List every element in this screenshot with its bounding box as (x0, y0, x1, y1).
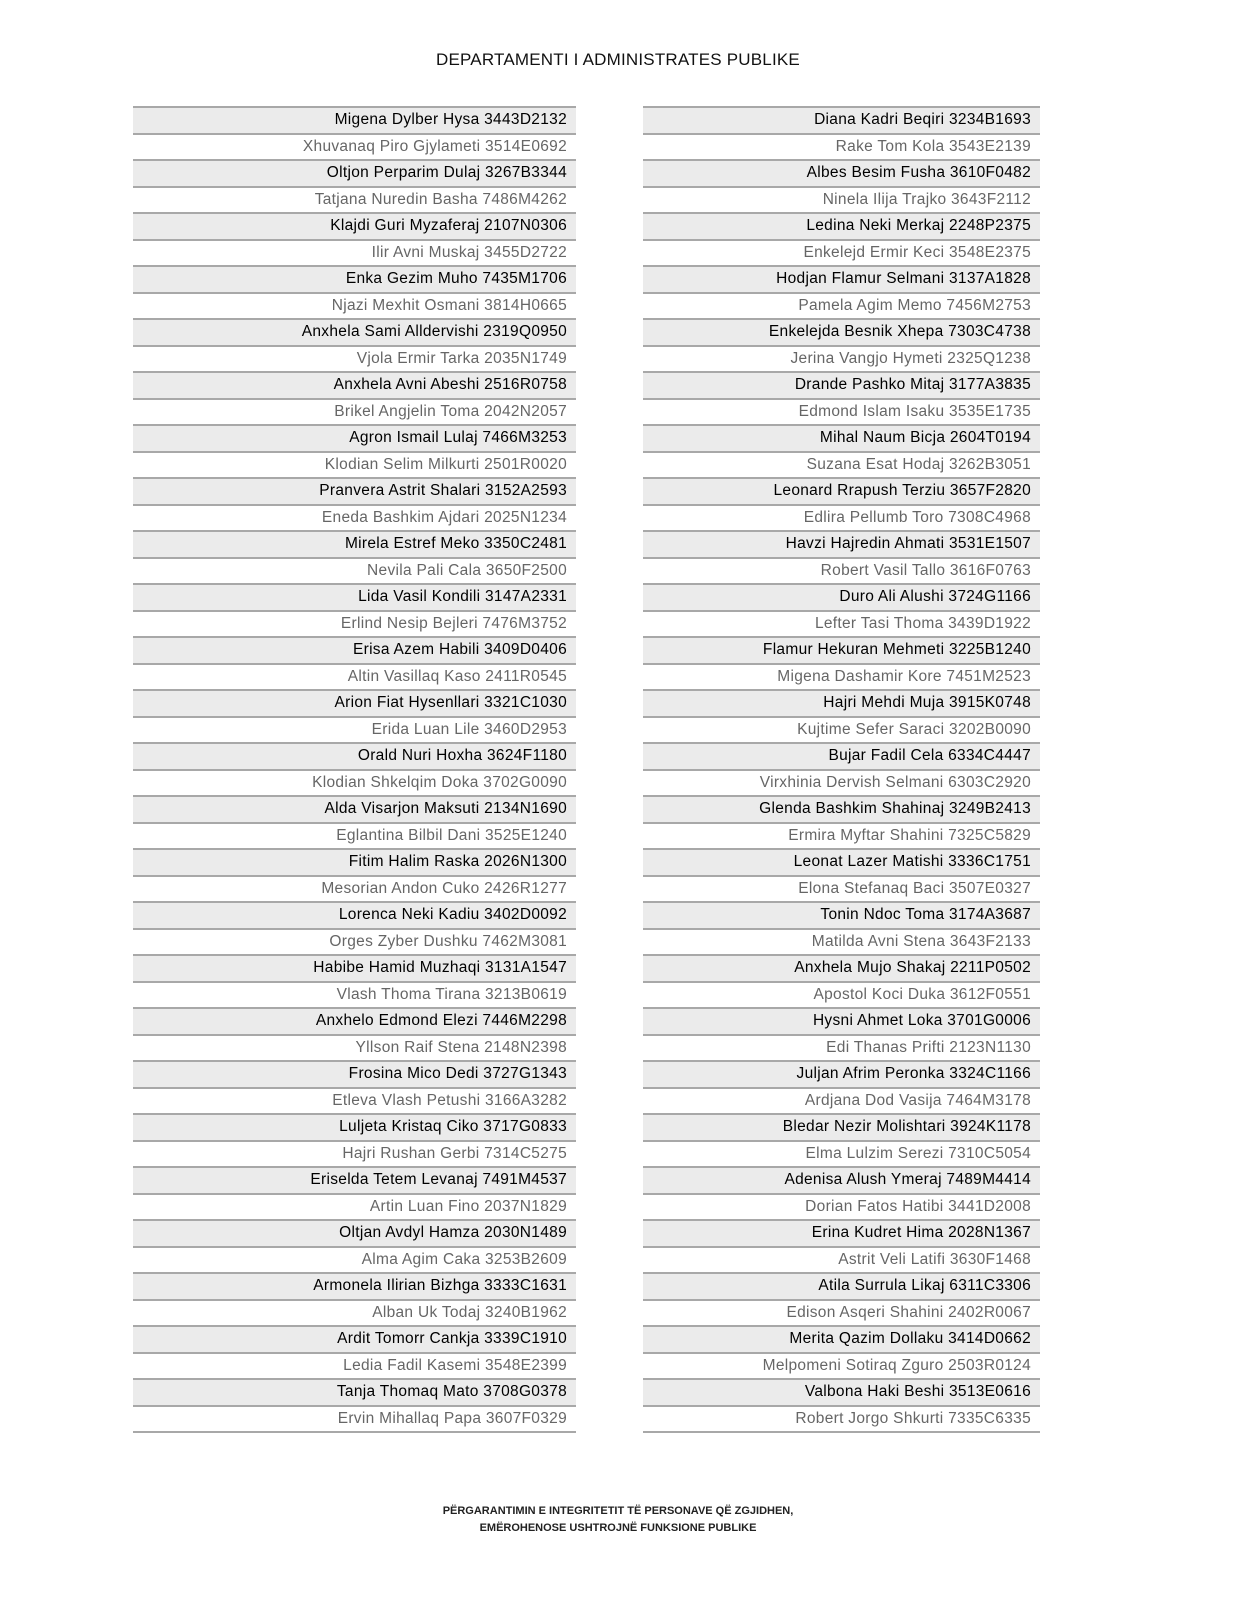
list-item: Alban Uk Todaj 3240B1962 (133, 1301, 576, 1328)
list-item: Bujar Fadil Cela 6334C4447 (643, 744, 1040, 771)
list-item: Ardit Tomorr Cankja 3339C1910 (133, 1327, 576, 1354)
list-item: Klodian Selim Milkurti 2501R0020 (133, 453, 576, 480)
list-item: Erina Kudret Hima 2028N1367 (643, 1221, 1040, 1248)
list-item: Melpomeni Sotiraq Zguro 2503R0124 (643, 1354, 1040, 1381)
list-item: Fitim Halim Raska 2026N1300 (133, 850, 576, 877)
list-item: Leonat Lazer Matishi 3336C1751 (643, 850, 1040, 877)
list-item: Edi Thanas Prifti 2123N1130 (643, 1036, 1040, 1063)
list-item: Ledia Fadil Kasemi 3548E2399 (133, 1354, 576, 1381)
list-item: Vlash Thoma Tirana 3213B0619 (133, 983, 576, 1010)
list-item: Oltjon Perparim Dulaj 3267B3344 (133, 161, 576, 188)
list-item: Kujtime Sefer Saraci 3202B0090 (643, 718, 1040, 745)
list-item: Elma Lulzim Serezi 7310C5054 (643, 1142, 1040, 1169)
list-item: Mirela Estref Meko 3350C2481 (133, 532, 576, 559)
list-item: Arion Fiat Hysenllari 3321C1030 (133, 691, 576, 718)
list-item: Hodjan Flamur Selmani 3137A1828 (643, 267, 1040, 294)
list-item: Edmond Islam Isaku 3535E1735 (643, 400, 1040, 427)
list-item: Oltjan Avdyl Hamza 2030N1489 (133, 1221, 576, 1248)
list-item: Enkelejda Besnik Xhepa 7303C4738 (643, 320, 1040, 347)
list-item: Atila Surrula Likaj 6311C3306 (643, 1274, 1040, 1301)
list-item: Migena Dylber Hysa 3443D2132 (133, 108, 576, 135)
list-item: Drande Pashko Mitaj 3177A3835 (643, 373, 1040, 400)
list-item: Robert Jorgo Shkurti 7335C6335 (643, 1407, 1040, 1434)
list-item: Habibe Hamid Muzhaqi 3131A1547 (133, 956, 576, 983)
list-item: Duro Ali Alushi 3724G1166 (643, 585, 1040, 612)
list-item: Njazi Mexhit Osmani 3814H0665 (133, 294, 576, 321)
list-item: Adenisa Alush Ymeraj 7489M4414 (643, 1168, 1040, 1195)
list-item: Orald Nuri Hoxha 3624F1180 (133, 744, 576, 771)
footer (0, 1503, 1236, 1537)
list-item: Dorian Fatos Hatibi 3441D2008 (643, 1195, 1040, 1222)
list-item: Diana Kadri Beqiri 3234B1693 (643, 108, 1040, 135)
list-item: Lida Vasil Kondili 3147A2331 (133, 585, 576, 612)
list-item: Ardjana Dod Vasija 7464M3178 (643, 1089, 1040, 1116)
list-item: Mihal Naum Bicja 2604T0194 (643, 426, 1040, 453)
list-item: Migena Dashamir Kore 7451M2523 (643, 665, 1040, 692)
list-item: Frosina Mico Dedi 3727G1343 (133, 1062, 576, 1089)
list-item: Hajri Rushan Gerbi 7314C5275 (133, 1142, 576, 1169)
list-item: Bledar Nezir Molishtari 3924K1178 (643, 1115, 1040, 1142)
list-item: Hajri Mehdi Muja 3915K0748 (643, 691, 1040, 718)
list-item: Alma Agim Caka 3253B2609 (133, 1248, 576, 1275)
page-title: DEPARTAMENTI I ADMINISTRATES PUBLIKE (436, 50, 800, 69)
list-item: Jerina Vangjo Hymeti 2325Q1238 (643, 347, 1040, 374)
list-item: Erida Luan Lile 3460D2953 (133, 718, 576, 745)
list-item: Flamur Hekuran Mehmeti 3225B1240 (643, 638, 1040, 665)
list-item: Anxhela Mujo Shakaj 2211P0502 (643, 956, 1040, 983)
footer-line-2: EMËROHENOSE USHTROJNË FUNKSIONE PUBLIKE (479, 1522, 757, 1534)
list-item: Tatjana Nuredin Basha 7486M4262 (133, 188, 576, 215)
list-item: Albes Besim Fusha 3610F0482 (643, 161, 1040, 188)
list-item: Etleva Vlash Petushi 3166A3282 (133, 1089, 576, 1116)
list-item: Lorenca Neki Kadiu 3402D0092 (133, 903, 576, 930)
list-item: Eglantina Bilbil Dani 3525E1240 (133, 824, 576, 851)
list-item: Altin Vasillaq Kaso 2411R0545 (133, 665, 576, 692)
list-item: Ilir Avni Muskaj 3455D2722 (133, 241, 576, 268)
list-item: Apostol Koci Duka 3612F0551 (643, 983, 1040, 1010)
list-item: Suzana Esat Hodaj 3262B3051 (643, 453, 1040, 480)
list-item: Erlind Nesip Bejleri 7476M3752 (133, 612, 576, 639)
list-item: Klajdi Guri Myzaferaj 2107N0306 (133, 214, 576, 241)
list-item: Orges Zyber Dushku 7462M3081 (133, 930, 576, 957)
list-item: Enkelejd Ermir Keci 3548E2375 (643, 241, 1040, 268)
list-item: Pranvera Astrit Shalari 3152A2593 (133, 479, 576, 506)
list-item: Artin Luan Fino 2037N1829 (133, 1195, 576, 1222)
list-item: Elona Stefanaq Baci 3507E0327 (643, 877, 1040, 904)
list-item: Hysni Ahmet Loka 3701G0006 (643, 1009, 1040, 1036)
list-item: Yllson Raif Stena 2148N2398 (133, 1036, 576, 1063)
list-item: Juljan Afrim Peronka 3324C1166 (643, 1062, 1040, 1089)
list-item: Ermira Myftar Shahini 7325C5829 (643, 824, 1040, 851)
list-item: Eriselda Tetem Levanaj 7491M4537 (133, 1168, 576, 1195)
list-item: Anxhelo Edmond Elezi 7446M2298 (133, 1009, 576, 1036)
list-item: Edlira Pellumb Toro 7308C4968 (643, 506, 1040, 533)
list-item: Erisa Azem Habili 3409D0406 (133, 638, 576, 665)
list-item: Anxhela Sami Alldervishi 2319Q0950 (133, 320, 576, 347)
list-item: Tanja Thomaq Mato 3708G0378 (133, 1380, 576, 1407)
list-item: Ledina Neki Merkaj 2248P2375 (643, 214, 1040, 241)
list-item: Agron Ismail Lulaj 7466M3253 (133, 426, 576, 453)
list-item: Astrit Veli Latifi 3630F1468 (643, 1248, 1040, 1275)
list-item: Merita Qazim Dollaku 3414D0662 (643, 1327, 1040, 1354)
list-item: Lefter Tasi Thoma 3439D1922 (643, 612, 1040, 639)
list-item: Armonela Ilirian Bizhga 3333C1631 (133, 1274, 576, 1301)
list-item: Enka Gezim Muho 7435M1706 (133, 267, 576, 294)
list-item: Ninela Ilija Trajko 3643F2112 (643, 188, 1040, 215)
list-item: Xhuvanaq Piro Gjylameti 3514E0692 (133, 135, 576, 162)
left-name-column (133, 106, 576, 1433)
list-item: Nevila Pali Cala 3650F2500 (133, 559, 576, 586)
list-item: Alda Visarjon Maksuti 2134N1690 (133, 797, 576, 824)
right-name-column (643, 106, 1040, 1433)
list-item: Glenda Bashkim Shahinaj 3249B2413 (643, 797, 1040, 824)
list-item: Rake Tom Kola 3543E2139 (643, 135, 1040, 162)
footer-line-1: PËRGARANTIMIN E INTEGRITETIT TË PERSONAVE QË ZGJIDHEN, (442, 1505, 794, 1517)
list-item: Tonin Ndoc Toma 3174A3687 (643, 903, 1040, 930)
list-item: Virxhinia Dervish Selmani 6303C2920 (643, 771, 1040, 798)
list-item: Ervin Mihallaq Papa 3607F0329 (133, 1407, 576, 1434)
list-item: Matilda Avni Stena 3643F2133 (643, 930, 1040, 957)
list-item: Eneda Bashkim Ajdari 2025N1234 (133, 506, 576, 533)
list-item: Pamela Agim Memo 7456M2753 (643, 294, 1040, 321)
list-item: Anxhela Avni Abeshi 2516R0758 (133, 373, 576, 400)
list-item: Leonard Rrapush Terziu 3657F2820 (643, 479, 1040, 506)
list-item: Havzi Hajredin Ahmati 3531E1507 (643, 532, 1040, 559)
list-item: Mesorian Andon Cuko 2426R1277 (133, 877, 576, 904)
list-item: Robert Vasil Tallo 3616F0763 (643, 559, 1040, 586)
list-item: Edison Asqeri Shahini 2402R0067 (643, 1301, 1040, 1328)
list-item: Brikel Angjelin Toma 2042N2057 (133, 400, 576, 427)
list-item: Klodian Shkelqim Doka 3702G0090 (133, 771, 576, 798)
list-item: Vjola Ermir Tarka 2035N1749 (133, 347, 576, 374)
list-item: Luljeta Kristaq Ciko 3717G0833 (133, 1115, 576, 1142)
list-item: Valbona Haki Beshi 3513E0616 (643, 1380, 1040, 1407)
